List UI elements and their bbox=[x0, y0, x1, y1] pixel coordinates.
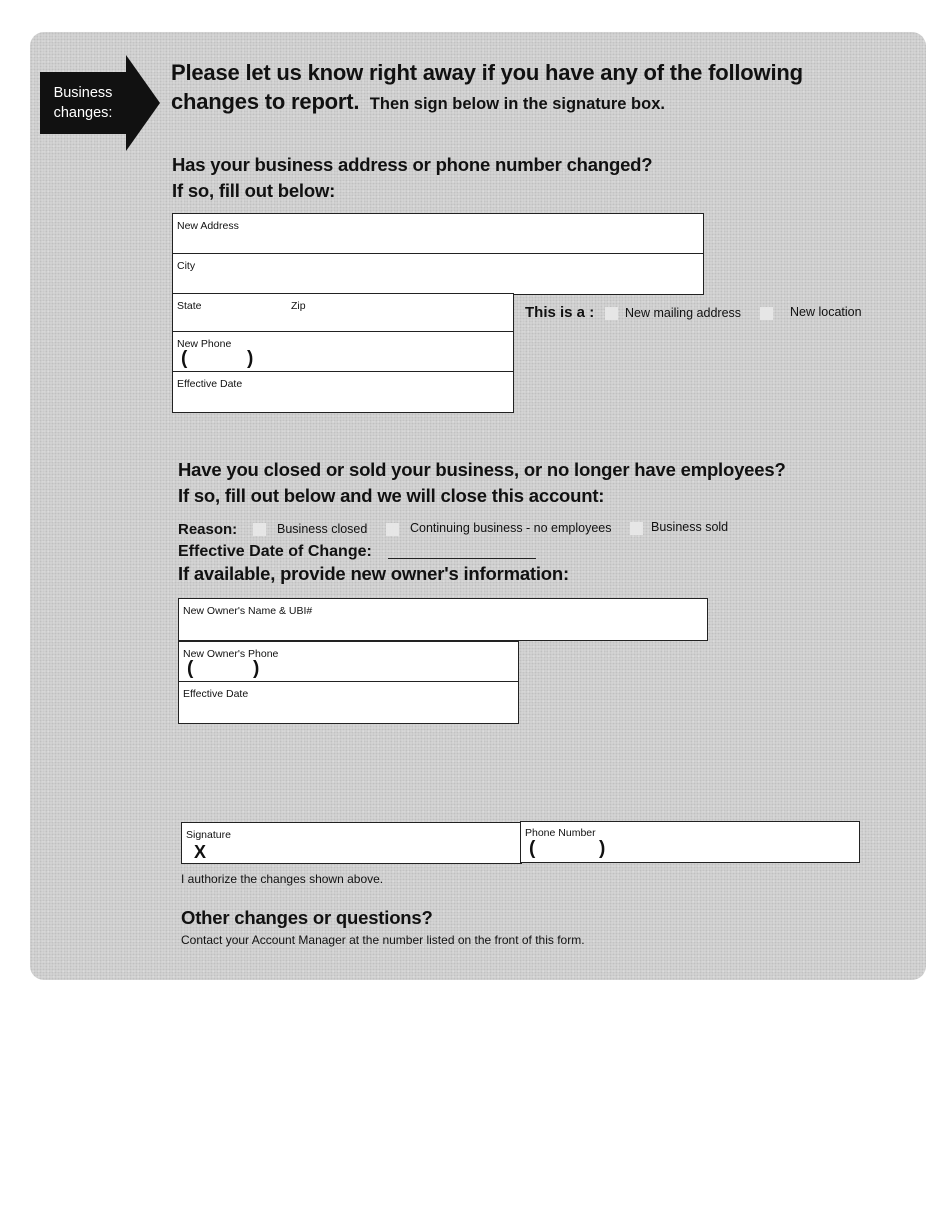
reason-sold-label: Business sold bbox=[651, 520, 729, 534]
owner-effective-date-label: Effective Date bbox=[183, 688, 249, 700]
signature-mark: X bbox=[194, 842, 207, 862]
section-tag bbox=[40, 72, 126, 134]
effective-date-change-label: Effective Date of Change: bbox=[178, 543, 372, 560]
header-line-1: Please let us know right away if you have any of the following bbox=[171, 60, 803, 85]
authorize-text: I authorize the changes shown above. bbox=[181, 872, 384, 886]
new-phone-label: New Phone bbox=[177, 338, 232, 350]
state-label: State bbox=[177, 300, 202, 312]
owner-phone-field[interactable] bbox=[178, 641, 519, 683]
arrow-icon bbox=[126, 55, 160, 151]
phone-paren-close: ) bbox=[247, 348, 254, 369]
closure-subheading: If so, fill out below and we will close this account: bbox=[178, 485, 605, 506]
signature-field[interactable] bbox=[181, 822, 522, 864]
mailing-address-checkbox[interactable] bbox=[605, 307, 618, 320]
signature-phone-field[interactable] bbox=[520, 821, 860, 863]
tag-line-2: changes: bbox=[53, 105, 113, 121]
reason-closed-checkbox[interactable] bbox=[253, 523, 266, 536]
address-subheading: If so, fill out below: bbox=[172, 180, 336, 201]
owner-phone-paren-close: ) bbox=[253, 658, 260, 679]
signature-phone-label: Phone Number bbox=[525, 827, 596, 839]
address-heading: Has your business address or phone number changed? bbox=[172, 154, 653, 175]
owner-heading: If available, provide new owner's information: bbox=[178, 563, 569, 584]
header-line-2-tail: Then sign below in the signature box. bbox=[369, 95, 665, 113]
effective-date-label: Effective Date bbox=[177, 378, 243, 390]
reason-closed-label: Business closed bbox=[277, 522, 368, 536]
signature-phone-paren-close: ) bbox=[599, 838, 606, 859]
reason-label: Reason: bbox=[178, 521, 238, 538]
owner-phone-paren-open: ( bbox=[187, 658, 194, 679]
closure-heading: Have you closed or sold your business, or no longer have employees? bbox=[178, 459, 786, 480]
new-phone-field[interactable] bbox=[172, 331, 514, 373]
new-address-label: New Address bbox=[177, 220, 239, 232]
owner-name-label: New Owner's Name & UBI# bbox=[183, 605, 313, 617]
reason-sold-checkbox[interactable] bbox=[630, 522, 643, 535]
city-label: City bbox=[177, 260, 196, 272]
effective-date-field[interactable] bbox=[172, 371, 514, 413]
header-line-2-main: changes to report. bbox=[171, 89, 360, 114]
header-line-2 bbox=[171, 89, 665, 115]
new-address-field[interactable] bbox=[172, 213, 704, 255]
mailing-address-label: New mailing address bbox=[625, 306, 742, 320]
signature-label: Signature bbox=[186, 829, 231, 841]
footer-text: Contact your Account Manager at the number listed on the front of this form. bbox=[181, 933, 585, 947]
reason-no-employees-checkbox[interactable] bbox=[386, 523, 399, 536]
owner-effective-date-field[interactable] bbox=[178, 681, 519, 724]
owner-name-field[interactable] bbox=[178, 598, 708, 641]
zip-label: Zip bbox=[291, 300, 306, 312]
phone-paren-open: ( bbox=[181, 348, 188, 369]
signature-phone-paren-open: ( bbox=[529, 838, 536, 859]
reason-no-employees-label: Continuing business - no employees bbox=[410, 521, 612, 535]
city-field[interactable] bbox=[172, 253, 704, 295]
new-location-checkbox[interactable] bbox=[760, 307, 773, 320]
this-is-a-label: This is a : bbox=[525, 304, 595, 321]
owner-phone-label: New Owner's Phone bbox=[183, 648, 279, 660]
tag-line-1: Business bbox=[53, 85, 113, 101]
new-location-label: New location bbox=[790, 305, 862, 319]
state-zip-field[interactable] bbox=[172, 293, 514, 333]
effective-date-change-line[interactable] bbox=[388, 558, 536, 559]
footer-heading: Other changes or questions? bbox=[181, 907, 433, 928]
